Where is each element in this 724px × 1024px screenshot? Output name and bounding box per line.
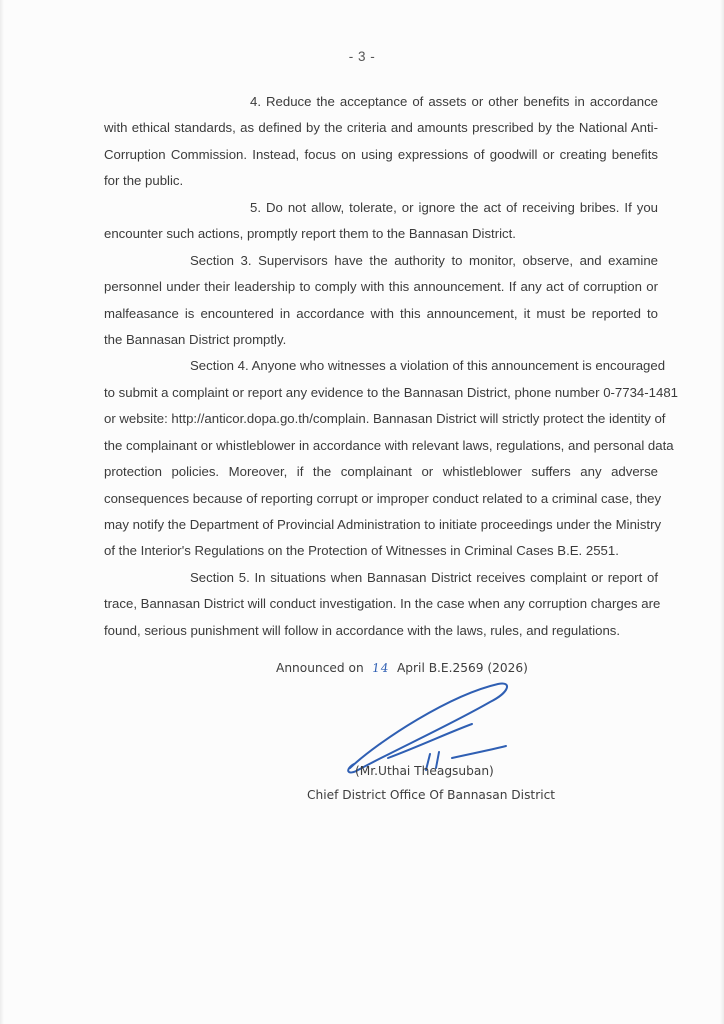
section-paragraph: [104, 248, 658, 354]
signer-name: (Mr.Uthai Theagsuban): [355, 764, 494, 778]
page-number: - 3 -: [348, 49, 376, 64]
scan-edge-left: [0, 0, 4, 1024]
numbered-item: [104, 195, 658, 248]
signature-loop-stroke: [348, 683, 507, 772]
scan-edge-right: [720, 0, 724, 1024]
text-line: to submit a complaint or report any evidence to the Bannasan District, phone number 0-7734-1481: [104, 384, 678, 400]
text-line: Section 5. In situations when Bannasan District receives complaint or report of: [190, 569, 658, 585]
text-line: protection policies. Moreover, if the complainant or whistleblower suffers any adverse: [104, 464, 658, 480]
announced-suffix: April B.E.2569 (2026): [396, 661, 528, 675]
text-line: encounter such actions, promptly report them to the Bannasan District.: [104, 226, 516, 242]
text-line: 4. Reduce the acceptance of assets or other benefits in accordance: [250, 94, 658, 109]
text-line: for the public.: [104, 173, 184, 189]
text-line: the Bannasan District promptly.: [104, 331, 287, 347]
text-line: may notify the Department of Provincial Administration to initiate proceedings under the Ministry: [104, 517, 662, 532]
text-line: or website: http://anticor.dopa.go.th/complain. Bannasan District will strictly protect the identity of: [104, 411, 666, 427]
text-line: Section 4. Anyone who witnesses a violation of this announcement is encouraged: [190, 358, 666, 374]
text-line: the complainant or whistleblower in accordance with relevant laws, regulations, and personal data: [104, 437, 674, 453]
signer-title: Chief District Office Of Bannasan District: [307, 788, 556, 802]
text-line: 5. Do not allow, tolerate, or ignore the act of receiving bribes. If you: [250, 199, 658, 215]
section-paragraph: [104, 565, 661, 644]
text-line: personnel under their leadership to comply with this announcement. If any act of corruption or: [104, 279, 658, 295]
announced-prefix: Announced on: [276, 661, 364, 675]
text-line: Corruption Commission. Instead, focus on using expressions of goodwill or creating benefits: [104, 146, 658, 162]
text-line: trace, Bannasan District will conduct investigation. In the case when any corruption charges are: [104, 596, 661, 612]
text-line: found, serious punishment will follow in accordance with the laws, rules, and regulations.: [104, 622, 621, 638]
announcement-date: [276, 661, 528, 675]
text-line: consequences because of reporting corrupt or improper conduct related to a criminal case, they: [104, 490, 662, 506]
numbered-item: [104, 89, 658, 195]
text-line: with ethical standards, as defined by the criteria and amounts prescribed by the National Anti-: [104, 120, 658, 136]
text-line: Section 3. Supervisors have the authority to monitor, observe, and examine: [190, 252, 658, 268]
handwritten-day: 14: [370, 661, 390, 675]
section-paragraph: [104, 353, 678, 565]
document-body: [104, 89, 678, 644]
signature-tail-stroke: [452, 746, 506, 758]
text-line: of the Interior's Regulations on the Protection of Witnesses in Criminal Cases B.E. 2551.: [104, 543, 619, 559]
text-line: malfeasance is encountered in accordance with this announcement, it must be reported to: [104, 305, 658, 321]
